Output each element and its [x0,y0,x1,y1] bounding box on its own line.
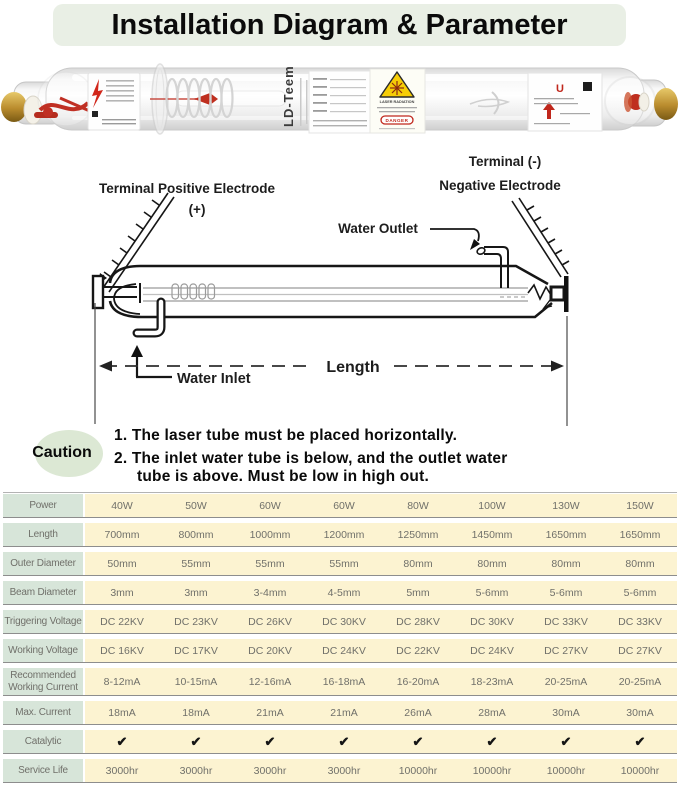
table-cell: DC 33KV [529,610,603,633]
table-row [3,759,677,782]
table-cell: 3-4mm [233,581,307,604]
table-cell: 3000hr [233,759,307,782]
table-row [3,610,677,633]
check-icon: ✔ [603,730,677,753]
table-cell: 50mm [85,552,159,575]
table-cell: 3000hr [85,759,159,782]
tube-outline [110,266,552,317]
inner-dome-arc [114,284,140,314]
length-arrow-left [99,361,112,372]
caution-item-1: 1. The laser tube must be placed horizontally. [114,427,458,444]
length-arrow-right [551,361,564,372]
row-label: Recommended Working Current [3,668,83,695]
check-icon: ✔ [455,730,529,753]
table-cell: 30mA [603,701,677,724]
page-title-text: Installation Diagram & Parameter [111,8,568,41]
table-cell: 21mA [233,701,307,724]
water-outlet-pointer [430,229,479,241]
table-cell: DC 30KV [307,610,381,633]
table-cell: 1250mm [381,523,455,546]
warning-title-text: LASER RADIATION [379,100,415,104]
positive-lead-wire [103,193,174,292]
table-cell: DC 17KV [159,639,233,662]
table-cell: 3mm [159,581,233,604]
warning-label [370,69,425,133]
caution-label: Caution [32,444,92,461]
terminal-positive-label: Terminal Positive Electrode [98,181,276,196]
table-row [3,552,677,575]
terminal-positive-sign: (+) [188,202,206,217]
table-cell: 18-23mA [455,668,529,695]
table-cell: 80mm [381,552,455,575]
table-cell: DC 16KV [85,639,159,662]
row-label: Service Life [3,759,83,782]
check-icon: ✔ [233,730,307,753]
table-cell: 3000hr [307,759,381,782]
table-row [3,494,677,517]
table-cell: 80mm [529,552,603,575]
table-cell: 60W [307,494,381,517]
right-label-mark: U [556,83,564,95]
table-cell: DC 23KV [159,610,233,633]
table-cell: 5-6mm [455,581,529,604]
table-cell: 8-12mA [85,668,159,695]
table-cell: 80mm [603,552,677,575]
table-cell: 80W [381,494,455,517]
table-cell: 10000hr [455,759,529,782]
table-cell: DC 20KV [233,639,307,662]
table-cell: 55mm [307,552,381,575]
installation-diagram [0,150,679,428]
terminal-negative-label2: Negative Electrode [439,178,561,193]
check-icon: ✔ [381,730,455,753]
inner-capillary [143,284,528,301]
table-cell: 3000hr [159,759,233,782]
table-cell: 16-20mA [381,668,455,695]
caution-item-2-line1: 2. The inlet water tube is below, and the outlet water [114,450,508,467]
table-cell: DC 26KV [233,610,307,633]
row-label: Outer Diameter [3,552,83,575]
water-inlet-label: Water Inlet [177,371,251,387]
danger-badge-text: DANGER [385,118,409,123]
page-title [53,4,626,46]
water-inlet-arrowhead [131,345,143,357]
table-cell: 40W [85,494,159,517]
spring-zigzag [528,285,551,299]
table-cell: 10000hr [529,759,603,782]
length-label: Length [326,359,380,376]
table-cell: 18mA [85,701,159,724]
table-cell: DC 24KV [307,639,381,662]
brand-text: LD-Teem [281,65,296,127]
table-cell: 5-6mm [529,581,603,604]
check-icon: ✔ [159,730,233,753]
table-cell: 3mm [85,581,159,604]
table-cell: 26mA [381,701,455,724]
table-cell: 1650mm [603,523,677,546]
table-cell: DC 27KV [529,639,603,662]
water-outlet-label: Water Outlet [338,221,418,236]
row-label: Power [3,494,83,517]
row-label: Beam Diameter [3,581,83,604]
table-cell: 10-15mA [159,668,233,695]
right-terminal-square [551,287,564,300]
terminal-negative-label: Terminal (-) [468,154,542,169]
row-label: Triggering Voltage [3,610,83,633]
table-cell: 100W [455,494,529,517]
table-row [3,523,677,546]
table-cell: 60W [233,494,307,517]
check-icon: ✔ [529,730,603,753]
negative-lead-wire [512,198,569,277]
left-electrode-assembly [1,72,94,126]
table-cell: 30mA [529,701,603,724]
table-cell: 10000hr [381,759,455,782]
caution-item-2-line2: tube is above. Must be low in high out. [137,468,429,485]
table-cell: 18mA [159,701,233,724]
spec-form-label [309,71,371,133]
left-spec-label [88,73,140,130]
right-spec-label [528,73,602,131]
table-cell: 4-5mm [307,581,381,604]
table-cell: 21mA [307,701,381,724]
table-cell: 80mm [455,552,529,575]
table-cell: 55mm [159,552,233,575]
table-cell: 12-16mA [233,668,307,695]
table-cell: 1000mm [233,523,307,546]
check-icon: ✔ [307,730,381,753]
table-row [3,730,677,753]
right-electrode-assembly [605,77,678,125]
table-cell: 10000hr [603,759,677,782]
table-cell: 800mm [159,523,233,546]
table-cell: 16-18mA [307,668,381,695]
table-cell: DC 28KV [381,610,455,633]
table-cell: DC 27KV [603,639,677,662]
parameter-table [3,492,677,788]
table-cell: 5mm [381,581,455,604]
table-cell: 20-25mA [603,668,677,695]
right-terminal-bar [564,276,569,312]
table-cell: DC 22KV [381,639,455,662]
table-cell: DC 22KV [85,610,159,633]
table-cell: 28mA [455,701,529,724]
table-cell: 50W [159,494,233,517]
table-cell: 1650mm [529,523,603,546]
table-row [3,668,677,695]
check-icon: ✔ [85,730,159,753]
table-row [3,581,677,604]
table-cell: 5-6mm [603,581,677,604]
table-cell: 150W [603,494,677,517]
table-cell: 1200mm [307,523,381,546]
row-label: Max. Current [3,701,83,724]
row-label: Length [3,523,83,546]
table-cell: DC 33KV [603,610,677,633]
table-row [3,701,677,724]
table-cell: 55mm [233,552,307,575]
table-cell: DC 30KV [455,610,529,633]
row-label: Catalytic [3,730,83,753]
table-cell: 1450mm [455,523,529,546]
table-cell: DC 24KV [455,639,529,662]
row-label: Working Voltage [3,639,83,662]
table-row [3,639,677,662]
table-cell: 130W [529,494,603,517]
table-cell: 20-25mA [529,668,603,695]
laser-tube-photo [0,62,679,147]
table-cell: 700mm [85,523,159,546]
plug-pin [103,283,140,303]
